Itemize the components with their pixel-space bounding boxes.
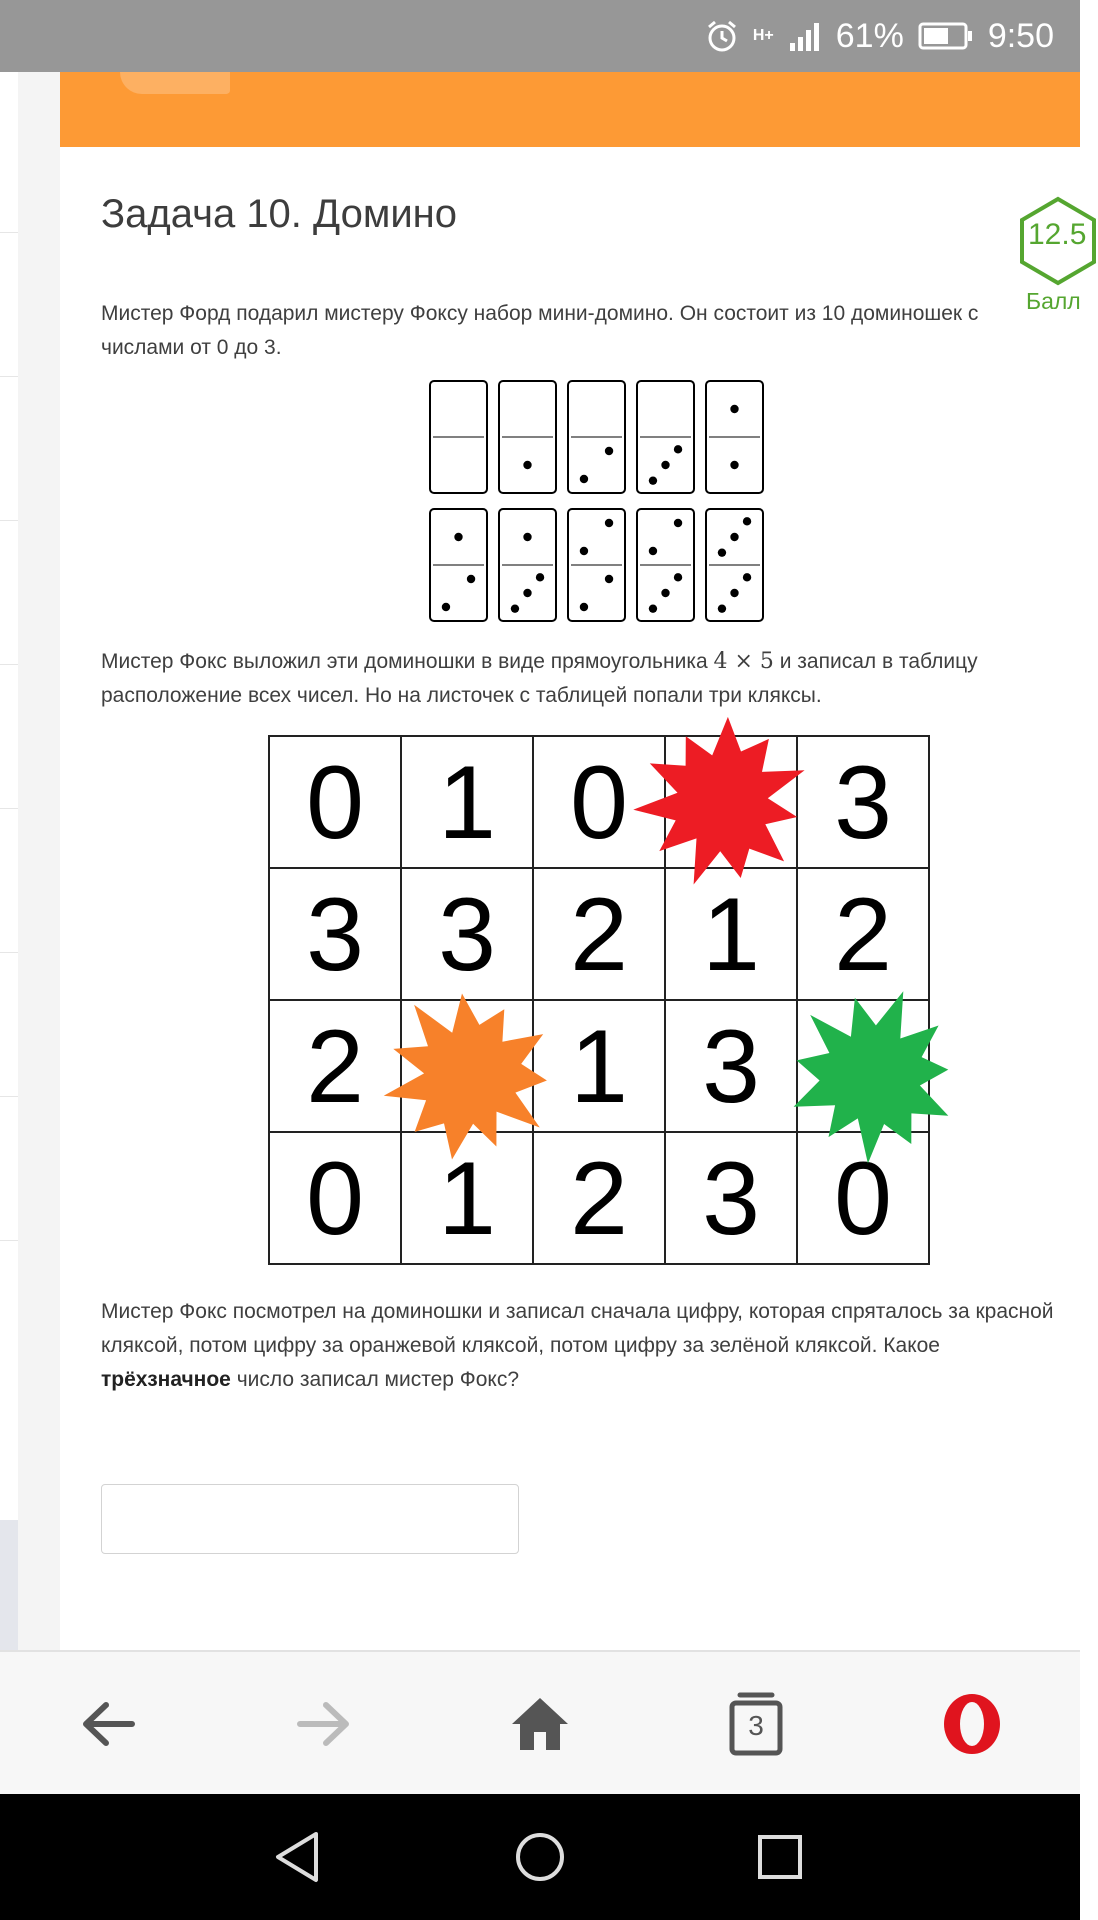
domino-tile (499, 509, 556, 621)
domino-pip (442, 603, 450, 611)
nav-back-icon[interactable] (264, 1822, 334, 1892)
forward-button[interactable] (284, 1684, 364, 1764)
browser-toolbar (0, 1650, 1080, 1794)
domino-tile (568, 381, 625, 493)
domino-pip (718, 548, 726, 556)
divider (0, 952, 18, 953)
domino-pip (605, 447, 613, 455)
domino-tile (430, 381, 487, 493)
battery-icon (918, 21, 974, 51)
system-navigation-bar (0, 1794, 1080, 1920)
home-icon (508, 1694, 572, 1754)
domino-pip (580, 547, 588, 555)
domino-tile (568, 509, 625, 621)
grid-number: 3 (306, 877, 364, 993)
divider (0, 1096, 18, 1097)
domino-pip (743, 517, 751, 525)
battery-percent: 61% (835, 16, 904, 55)
domino-pip (523, 533, 531, 541)
domino-pip (454, 533, 462, 541)
grid-number: 2 (834, 877, 892, 993)
side-panel-strip (0, 72, 18, 1650)
domino-pip (605, 575, 613, 583)
domino-pip (511, 604, 519, 612)
status-bar (0, 0, 1080, 72)
domino-tile (499, 381, 556, 493)
domino-tile (637, 381, 694, 493)
domino-pip (649, 604, 657, 612)
task-title: Задача 10. Домино (101, 192, 457, 236)
domino-pip (523, 589, 531, 597)
number-grid (267, 730, 967, 1290)
question-text-2: число записал мистер Фокс? (230, 1368, 520, 1391)
site-header (60, 72, 1080, 147)
divider (0, 808, 18, 809)
grid-number: 3 (702, 1141, 760, 1257)
domino-tile (706, 509, 763, 621)
grid-number: 1 (438, 1141, 496, 1257)
domino-pip (674, 519, 682, 527)
points-value: 12.5 (1028, 218, 1087, 251)
domino-pip (730, 533, 738, 541)
divider (0, 232, 18, 233)
domino-set (428, 379, 768, 619)
grid-number: 2 (570, 1141, 628, 1257)
nav-home-icon[interactable] (505, 1822, 575, 1892)
domino-pip (730, 461, 738, 469)
grid-number: 3 (702, 1009, 760, 1125)
task-question (101, 1295, 1061, 1397)
task-intro: Мистер Форд подарил мистеру Фоксу набор мини-домино. Он состоит из 10 доминошек с числами от 0 до 3. (101, 302, 979, 359)
domino-tile (706, 381, 763, 493)
grid-number: 0 (834, 1141, 892, 1257)
domino-pip (580, 475, 588, 483)
domino-pip (649, 547, 657, 555)
side-panel-footer (0, 1520, 18, 1650)
divider (0, 520, 18, 521)
points-badge (1018, 196, 1098, 286)
signal-icon (788, 21, 822, 51)
opera-logo-icon (940, 1692, 1004, 1756)
grid-number: 3 (438, 877, 496, 993)
nav-recents-icon[interactable] (745, 1822, 815, 1892)
grid-number: 1 (702, 877, 760, 993)
logo-icon[interactable] (120, 72, 230, 94)
domino-tile (430, 509, 487, 621)
network-type: H+ (752, 27, 774, 44)
layout-text-after: и записал в таблицу расположение всех чисел. Но на листочек с таблицей попали три кляксы. (101, 650, 978, 707)
question-text-1: Мистер Фокс посмотрел на доминошки и записал сначала цифру, которая спряталось за красной кляксой, потом цифру за оранжевой кляксой, потом цифру за зелёной кляксой. Какое (101, 1300, 1054, 1357)
grid-number: 2 (570, 877, 628, 993)
points-label: Балл (1026, 288, 1081, 314)
domino-pip (743, 573, 751, 581)
domino-pip (661, 589, 669, 597)
opera-menu-button[interactable] (932, 1684, 1012, 1764)
grid-number: 0 (306, 745, 364, 861)
grid-number: 3 (834, 745, 892, 861)
alarm-icon (705, 19, 739, 53)
forward-arrow-icon (296, 1699, 352, 1749)
domino-tile (637, 509, 694, 621)
domino-pip (718, 604, 726, 612)
domino-pip (661, 461, 669, 469)
domino-pip (605, 519, 613, 527)
back-button[interactable] (68, 1684, 148, 1764)
grid-number: 1 (570, 1009, 628, 1125)
side-panel (0, 72, 60, 1650)
divider (0, 664, 18, 665)
question-bold-word: трёхзначное (101, 1368, 231, 1391)
domino-pip (730, 405, 738, 413)
domino-pip (674, 445, 682, 453)
divider (0, 1240, 18, 1241)
task-layout-text (101, 645, 1066, 713)
grid-number: 2 (306, 1009, 364, 1125)
domino-pip (523, 461, 531, 469)
domino-pip (674, 573, 682, 581)
layout-math: 4 × 5 (713, 649, 774, 674)
domino-pip (467, 575, 475, 583)
answer-input[interactable] (101, 1484, 519, 1554)
grid-number: 0 (570, 745, 628, 861)
domino-pip (536, 573, 544, 581)
home-button[interactable] (500, 1684, 580, 1764)
divider (0, 376, 18, 377)
domino-pip (730, 589, 738, 597)
tabs-button[interactable] (716, 1684, 796, 1764)
tabs-count: 3 (748, 1710, 764, 1741)
grid-number: 0 (306, 1141, 364, 1257)
back-arrow-icon (80, 1699, 136, 1749)
domino-pip (580, 603, 588, 611)
layout-text-before: Мистер Фокс выложил эти доминошки в виде прямоугольника (101, 650, 714, 673)
domino-pip (649, 476, 657, 484)
clock: 9:50 (987, 16, 1054, 55)
grid-number: 1 (438, 745, 496, 861)
